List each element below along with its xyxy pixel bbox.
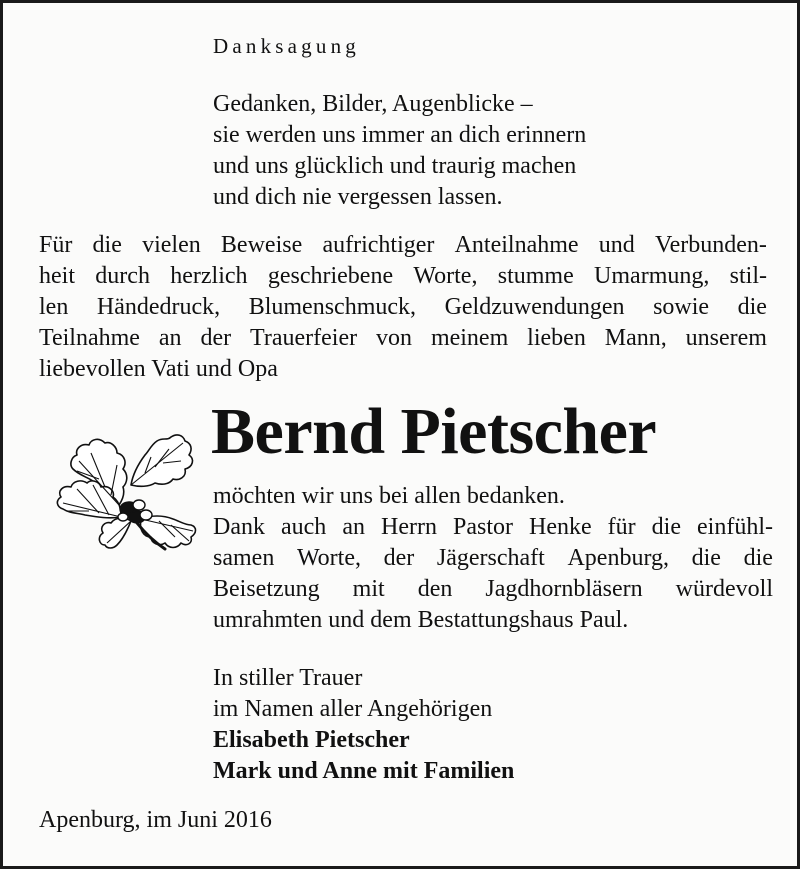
word: Mann, [604,325,667,351]
word: die [743,545,773,571]
word: einfühl- [697,514,773,540]
word: den [417,576,453,602]
poem-line: und dich nie vergessen lassen. [213,184,503,210]
word: mit [352,576,385,602]
word: Jagdhornbläsern [485,576,643,602]
poem-line: und uns glücklich und traurig machen [213,153,577,179]
intro-paragraph [39,230,767,385]
intro-line [39,292,767,323]
thanks-line [213,574,773,605]
word: len [39,294,69,320]
thanks-line [213,512,773,543]
word: Herrn [381,514,437,540]
word: stumme [497,263,574,289]
poem-line: sie werden uns immer an dich erinnern [213,122,587,148]
word: Trauerfeier [250,325,358,351]
word: heit [39,263,75,289]
word: auch [281,514,327,540]
closing-block [213,663,514,787]
word: Beisetzung [213,576,320,602]
oak-leaves-acorn-icon [33,425,203,555]
signer-name: Mark und Anne mit Familien [213,758,515,784]
word: Teilnahme [39,325,140,351]
thanks-paragraph [213,481,773,636]
word: Pastor [452,514,513,540]
intro-line [39,230,767,261]
word: Händedruck, [96,294,221,320]
closing-line: im Namen aller Angehörigen [213,696,493,722]
word: der [200,325,232,351]
place-date: Apenburg, im Juni 2016 [39,807,272,833]
word: Für [39,232,73,258]
word: an [342,514,365,540]
word: unserem [685,325,767,351]
word: lieben [527,325,586,351]
signer-name: Elisabeth Pietscher [213,727,410,753]
deceased-name: Bernd Pietscher [211,395,657,468]
word: Dank [213,514,265,540]
word: Verbunden- [654,232,767,258]
closing-line: In stiller Trauer [213,665,363,691]
notice-heading: Danksagung [213,34,360,58]
intro-line [39,261,767,292]
word: Geldzuwendungen [444,294,625,320]
word: durch [95,263,150,289]
word: Worte, [413,263,478,289]
word: vielen [142,232,201,258]
word: Henke [529,514,592,540]
poem-line: Gedanken, Bilder, Augenblicke – [213,91,533,117]
word: aufrichtiger [322,232,435,258]
word: Jägerschaft [436,545,545,571]
word: Beweise [220,232,303,258]
word: und [598,232,635,258]
word: stil- [729,263,767,289]
word: die [92,232,122,258]
word: samen [213,545,275,571]
word: an [158,325,182,351]
word: die [737,294,767,320]
word: geschriebene [267,263,394,289]
word: die [651,514,681,540]
word: herzlich [170,263,248,289]
word: sowie [653,294,710,320]
word: die [691,545,721,571]
word: Worte, [296,545,361,571]
word: der [383,545,415,571]
intro-line [39,323,767,354]
thanks-line [213,543,773,574]
thanks-line: umrahmten und dem Bestattungshaus Paul. [213,607,629,633]
poem [213,89,586,213]
thanks-line: möchten wir uns bei allen bedanken. [213,483,565,509]
word: von [376,325,413,351]
word: meinem [430,325,509,351]
word: Apenburg, [567,545,670,571]
word: Anteilnahme [454,232,579,258]
word: Blumenschmuck, [248,294,417,320]
intro-line: liebevollen Vati und Opa [39,356,278,382]
word: für [607,514,636,540]
word: würdevoll [675,576,773,602]
word: Umarmung, [594,263,710,289]
